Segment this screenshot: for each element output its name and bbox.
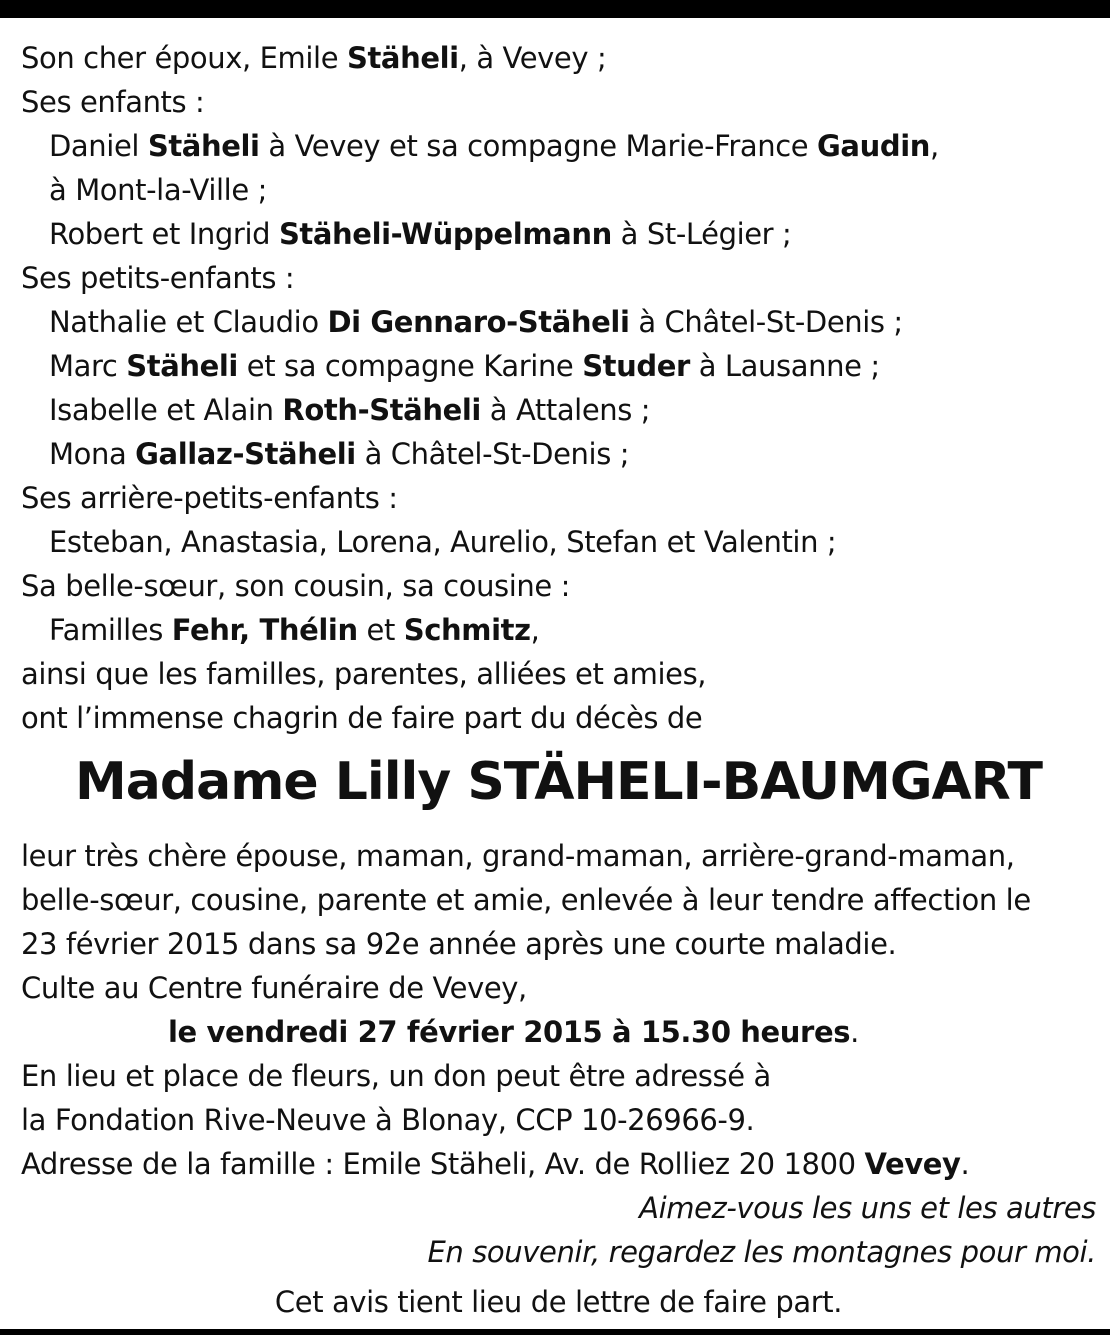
children-label: Ses enfants :: [21, 85, 205, 119]
donation-line-2: la Fondation Rive-Neuve à Blonay, CCP 10-26966-9.: [21, 1103, 755, 1137]
donation-line-1: En lieu et place de fleurs, un don peut être adressé à: [21, 1059, 771, 1093]
obituary-notice: [21, 36, 1096, 1324]
announcement-line: ont l’immense chagrin de faire part du décès de: [21, 701, 703, 735]
spouse-line: [21, 36, 1096, 80]
quote-line-1: Aimez-vous les uns et les autres: [639, 1191, 1096, 1225]
child-1-place: à Mont-la-Ville ;: [49, 173, 267, 207]
great-grandchildren-label: Ses arrière-petits-enfants :: [21, 481, 398, 515]
quote-line-2: En souvenir, regardez les montagnes pour moi.: [427, 1235, 1096, 1269]
closing-note: Cet avis tient lieu de lettre de faire part.: [274, 1285, 843, 1319]
spouse-name: Stäheli: [346, 41, 459, 75]
top-rule: [0, 0, 1110, 18]
family-address: Adresse de la famille : Emile Stäheli, Av. de Rolliez 20 1800 Vevey.: [21, 1147, 970, 1181]
child-2-line: Robert et Ingrid Stäheli-Wüppelmann à St-Légier ;: [49, 217, 792, 251]
spouse-prefix: Son cher époux, Emile: [21, 41, 347, 75]
child-1-line: Daniel Stäheli à Vevey et sa compagne Marie-France Gaudin,: [49, 129, 939, 163]
ceremony-date: le vendredi 27 février 2015 à 15.30 heures: [168, 1015, 851, 1049]
details-line-3: 23 février 2015 dans sa 92e année après une courte maladie.: [21, 927, 897, 961]
grandchild-2-line: Marc Stäheli et sa compagne Karine Studer à Lausanne ;: [49, 349, 880, 383]
deceased-name: Madame Lilly STÄHELI-BAUMGART: [75, 752, 1042, 812]
bottom-rule: [0, 1329, 1110, 1335]
grandchild-4-line: Mona Gallaz-Stäheli à Châtel-St-Denis ;: [49, 437, 630, 471]
inlaws-line: Familles Fehr, Thélin et Schmitz,: [49, 613, 540, 647]
ceremony-date-line: le vendredi 27 février 2015 à 15.30 heures.: [168, 1015, 859, 1049]
grandchild-3-line: Isabelle et Alain Roth-Stäheli à Attalens ;: [49, 393, 651, 427]
details-line-2: belle-sœur, cousine, parente et amie, enlevée à leur tendre affection le: [21, 883, 1031, 917]
details-line-1: leur très chère épouse, maman, grand-maman, arrière-grand-maman,: [21, 839, 1015, 873]
grandchildren-label: Ses petits-enfants :: [21, 261, 295, 295]
inlaws-label: Sa belle-sœur, son cousin, sa cousine :: [21, 569, 571, 603]
great-grandchildren-list: Esteban, Anastasia, Lorena, Aurelio, Stefan et Valentin ;: [49, 525, 837, 559]
others-line: ainsi que les familles, parentes, alliées et amies,: [21, 657, 707, 691]
grandchild-1-line: Nathalie et Claudio Di Gennaro-Stäheli à Châtel-St-Denis ;: [49, 305, 903, 339]
ceremony-line: Culte au Centre funéraire de Vevey,: [21, 971, 527, 1005]
spouse-suffix: , à Vevey ;: [458, 41, 607, 75]
